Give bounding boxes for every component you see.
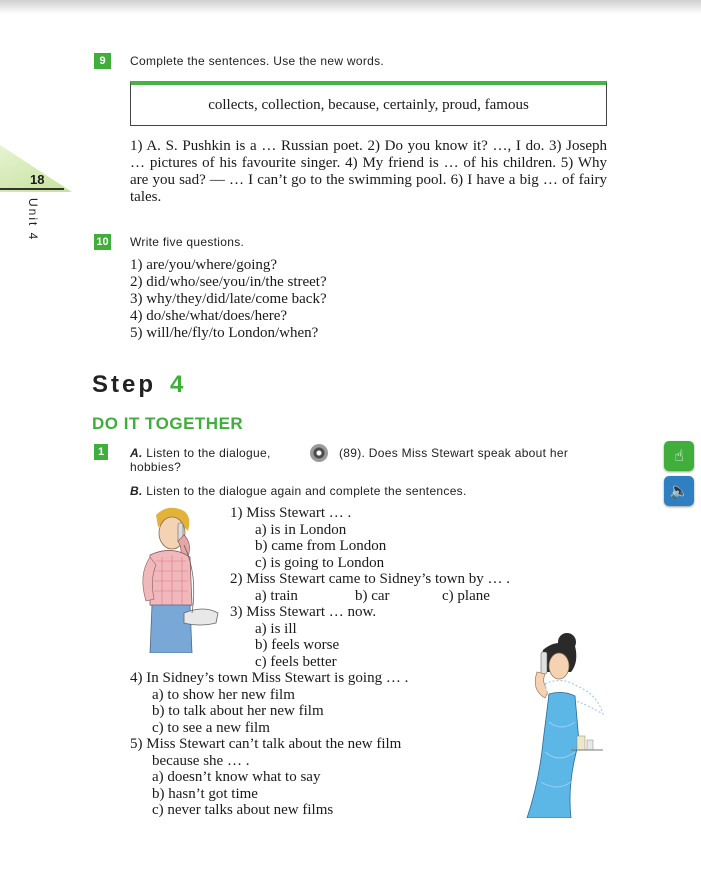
question-line: 4) In Sidney’s town Miss Stewart is going … .: [130, 670, 409, 686]
woman-on-phone-illustration: [505, 632, 607, 818]
option-line: b) feels worse: [255, 637, 340, 653]
exercise-1a-line: [130, 446, 271, 460]
question-line: 2) Miss Stewart came to Sidney’s town by … .: [230, 571, 510, 587]
page-number-rule: [0, 188, 64, 190]
exercise-1-number: 1: [94, 444, 108, 460]
option-line: b) to talk about her new film: [152, 703, 324, 719]
option-line: a) train: [255, 588, 298, 604]
option-line: a) is in London: [255, 522, 347, 538]
option-line: b) car: [355, 588, 390, 604]
option-line: c) plane: [442, 588, 490, 604]
section-title: DO IT TOGETHER: [92, 414, 244, 433]
part-b-text: Listen to the dialogue again and complete the sentences.: [146, 484, 467, 498]
option-line: c) never talks about new films: [152, 802, 334, 818]
question-line: 5) Miss Stewart can’t talk about the new film: [130, 736, 402, 752]
boy-on-phone-illustration: [128, 505, 224, 653]
option-line: a) to show her new film: [152, 687, 295, 703]
exercise-10-item: 1) are/you/where/going?: [130, 257, 278, 273]
part-a-text-3: hobbies?: [130, 460, 182, 474]
exercise-10-item: 5) will/he/fly/to London/when?: [130, 325, 319, 341]
step-word: Step: [92, 371, 157, 398]
option-line: a) is ill: [255, 621, 297, 637]
exercise-10-item: 3) why/they/did/late/come back?: [130, 291, 327, 307]
exercise-9-instruction: Complete the sentences. Use the new words.: [130, 54, 385, 68]
exercise-10-instruction: Write five questions.: [130, 235, 245, 249]
speaker-icon[interactable]: 🔈: [664, 476, 694, 506]
question-line: 1) Miss Stewart … .: [230, 505, 352, 521]
part-a-text-1: Listen to the dialogue,: [146, 446, 271, 460]
question-line: 3) Miss Stewart … now.: [230, 604, 377, 620]
exercise-10-item: 4) do/she/what/does/here?: [130, 308, 288, 324]
option-line: c) feels better: [255, 654, 337, 670]
exercise-1b-line: [130, 484, 467, 498]
page-number: 18: [30, 172, 45, 187]
cd-disc-icon[interactable]: [310, 444, 328, 462]
option-line: c) to see a new film: [152, 720, 270, 736]
option-line: a) doesn’t know what to say: [152, 769, 321, 785]
top-shadow: [0, 0, 701, 14]
exercise-10-item: 2) did/who/see/you/in/the street?: [130, 274, 327, 290]
option-line: b) came from London: [255, 538, 387, 554]
part-a-label: A.: [130, 446, 143, 460]
question-line-cont: because she … .: [152, 753, 250, 769]
option-line: b) hasn’t got time: [152, 786, 258, 802]
touch-hand-icon[interactable]: ☝: [664, 441, 694, 471]
option-line: c) is going to London: [255, 555, 385, 571]
step-heading: [92, 371, 186, 399]
step-number: 4: [170, 371, 187, 398]
part-b-label: B.: [130, 484, 143, 498]
part-a-text-2: (89). Does Miss Stewart speak about her: [339, 446, 569, 460]
exercise-9-text: 1) A. S. Pushkin is a … Russian poet. 2) Do you know it? …, I do. 3) Joseph … pictures of his favourite singer. 4) My friend is … of his children. 5) Why are you sad? — … I can’t go to the swimming pool. 6) I have a big … of fairy tales.: [130, 138, 607, 205]
exercise-10-number: 10: [94, 234, 111, 250]
unit-label: Unit 4: [26, 198, 40, 242]
exercise-9-number: 9: [94, 53, 111, 69]
word-box: collects, collection, because, certainly, proud, famous: [130, 81, 607, 126]
